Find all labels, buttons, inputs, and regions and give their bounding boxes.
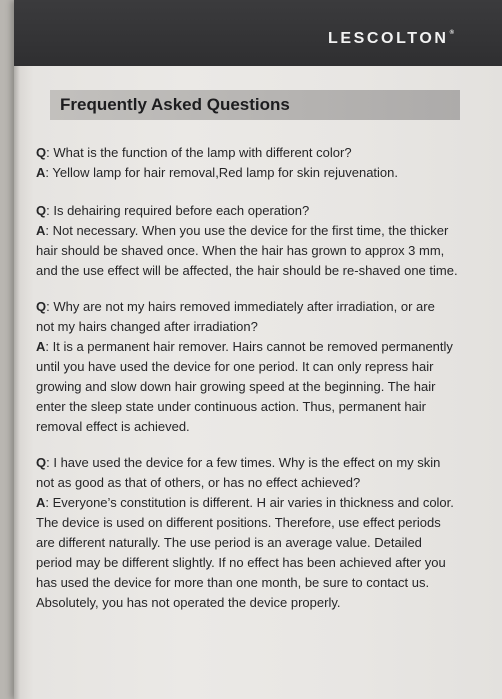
answer-line: [36, 337, 492, 357]
question-line: [36, 201, 492, 221]
answer-tag: A: [36, 223, 46, 238]
manual-page: [14, 0, 502, 699]
answer-line: Absolutely, you has not operated the device properly.: [36, 595, 341, 610]
answer-line: The device is used on different positions. Therefore, use effect periods: [36, 515, 441, 530]
question-text: : Is dehairing required before each operation?: [46, 203, 310, 218]
answer-line: are different naturally. The use period is an average value. Detailed: [36, 535, 422, 550]
question-text: : Why are not my hairs removed immediately after irradiation, or are: [46, 299, 435, 314]
question-line: not my hairs changed after irradiation?: [36, 319, 258, 334]
answer-tag: A: [36, 339, 46, 354]
question-tag: Q: [36, 203, 47, 218]
answer-line: enter the sleep state under continuous action. Thus, permanent hair: [36, 399, 427, 414]
answer-line: and the use effect will be affected, the hair should be re-shaved one time.: [36, 263, 458, 278]
question-line: [36, 297, 492, 317]
question-line: not as good as that of others, or has no effect achieved?: [36, 475, 361, 490]
answer-line: [36, 163, 492, 183]
question-line: [36, 143, 492, 163]
answer-line: [36, 493, 492, 513]
section-title-bar: [50, 90, 460, 120]
brand-name: LESCOLTON: [327, 30, 449, 47]
answer-line: hair should be shaved once. When the hair has grown to approx 3 mm,: [36, 243, 445, 258]
answer-text: : It is a permanent hair remover. Hairs cannot be removed permanently: [45, 339, 453, 354]
answer-line: period may be different slightly. If no effect has been achieved after you: [36, 555, 446, 570]
brand-logo: [328, 30, 454, 48]
faq-item-4: [36, 453, 492, 613]
answer-text: : Everyone’s constitution is different. H air varies in thickness and color.: [45, 495, 454, 510]
registered-mark: ®: [449, 30, 454, 36]
answer-line: removal effect is achieved.: [36, 419, 190, 434]
page-title: Frequently Asked Questions: [60, 95, 290, 114]
faq-item-1: [36, 143, 492, 183]
answer-line: growing and slow down hair growing speed at the beginning. The hair: [36, 379, 436, 394]
answer-text: : Not necessary. When you use the device for the first time, the thicker: [45, 223, 449, 238]
question-tag: Q: [36, 145, 47, 160]
answer-tag: A: [36, 495, 46, 510]
answer-tag: A: [36, 165, 46, 180]
question-text: : What is the function of the lamp with different color?: [46, 145, 352, 160]
answer-line: [36, 221, 492, 241]
question-line: [36, 453, 492, 473]
faq-item-2: [36, 201, 492, 281]
header-band: [14, 0, 502, 66]
question-tag: Q: [36, 299, 47, 314]
faq-item-3: [36, 297, 492, 437]
question-tag: Q: [36, 455, 47, 470]
question-text: : I have used the device for a few times. Why is the effect on my skin: [46, 455, 441, 470]
answer-line: has used the device for more than one month, be sure to contact us.: [36, 575, 430, 590]
answer-line: until you have used the device for one period. It can only repress hair: [36, 359, 434, 374]
answer-text: : Yellow lamp for hair removal,Red lamp for skin rejuvenation.: [45, 165, 399, 180]
page-fold-shadow: [14, 0, 20, 699]
